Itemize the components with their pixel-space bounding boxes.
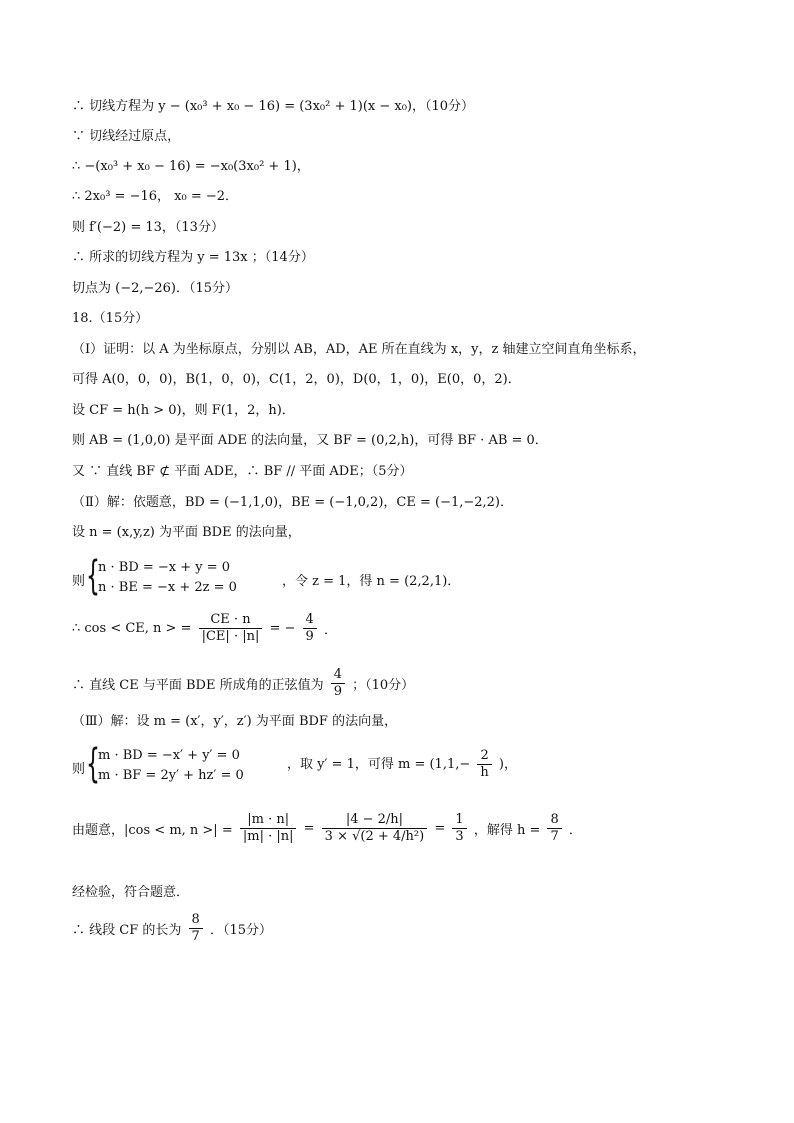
fraction-numerator: 8: [547, 812, 561, 829]
fraction-numerator: 2: [477, 748, 491, 765]
equation-system-m: [72, 741, 722, 788]
fraction-denominator: 9: [305, 629, 314, 644]
solve-x0-line: ∴ 2x₀³ = −16， x₀ = −2．: [72, 189, 239, 204]
equals-sign: =: [434, 821, 446, 836]
cos-ce-n-line: [72, 612, 337, 645]
system-brace: {: [86, 741, 100, 787]
system-n-result: ，令 z = 1，得 n = (2,2,1)．: [282, 574, 461, 589]
cos-ce-n-end: ．: [323, 623, 337, 638]
system-m-result: [287, 748, 517, 781]
cf-length-value: [189, 912, 203, 945]
system-m-prefix: 则: [72, 762, 86, 777]
system-n-prefix: 则: [72, 574, 86, 589]
sine-angle-value: [331, 667, 345, 700]
fraction-denominator: |m| · |n|: [242, 829, 294, 844]
cos-ce-n-value: [303, 612, 317, 645]
part1-coordinate-setup: （Ⅰ）证明：以 A 为坐标原点，分别以 AB，AD，AE 所在直线为 x，y，z 轴建立空间直角坐标系，: [72, 342, 646, 357]
normal-vector-line: 则 AB = (1,0,0) 是平面 ADE 的法向量，又 BF = (0,2,h)，可得 BF · AB = 0．: [72, 433, 548, 448]
solve-h-text: ，解得 h =: [473, 823, 541, 838]
cos-m-n-line: [72, 812, 582, 845]
cos-m-n-fraction: [240, 812, 297, 845]
fraction-numerator: |4 − 2/h|: [322, 812, 428, 829]
system-n-row-2: n · BE = −x + 2z = 0: [98, 580, 237, 595]
sine-angle-line: [72, 667, 414, 700]
sine-angle-score: ；（10分）: [352, 678, 415, 693]
tangent-point-line: 切点为 (−2,−26)．（15分）: [72, 281, 239, 296]
derivative-value-line: 则 f′(−2) = 13，（13分）: [72, 220, 224, 235]
system-m-result-text: ，取 y′ = 1，可得 m = (1,1,−: [287, 757, 471, 772]
tangent-equation-line: ∴ 切线方程为 y − (x₀³ + x₀ − 16) = (3x₀² + 1)(x − x₀)，（10分）: [72, 99, 475, 114]
cos-ce-n-prefix: ∴ cos < CE, n > =: [72, 621, 192, 636]
cos-ce-n-equals: = −: [269, 621, 296, 636]
part3-normal-m-setup: （Ⅲ）解：设 m = (x′，y′，z′) 为平面 BDF 的法向量，: [72, 714, 398, 729]
system-m-fraction: [477, 748, 491, 781]
system-m-rows: [98, 746, 244, 786]
verification-line: 经检验，符合题意．: [72, 885, 190, 900]
system-m-row-2: m · BF = 2y′ + hz′ = 0: [98, 768, 244, 783]
fraction-numerator: CE · n: [199, 612, 263, 629]
normal-n-setup-line: 设 n = (x,y,z) 为平面 BDE 的法向量，: [72, 525, 301, 540]
cos-m-n-prefix: 由题意，|cos < m, n >| =: [72, 823, 233, 838]
one-third-fraction: [452, 812, 466, 845]
problem-18-heading: 18.（15分）: [72, 311, 149, 326]
fraction-denominator: 7: [550, 829, 559, 844]
passes-origin-line: ∵ 切线经过原点，: [72, 129, 181, 144]
tangent-result-line: ∴ 所求的切线方程为 y = 13x ；（14分）: [72, 250, 314, 265]
cf-assumption-line: 设 CF = h(h > 0)，则 F(1，2，h)．: [72, 403, 295, 418]
fraction-denominator: 7: [191, 929, 200, 944]
point-coordinates-line: 可得 A(0，0，0)，B(1，0，0)，C(1，2，0)，D(0，1，0)，E(0，0，2)．: [72, 372, 521, 387]
system-m-result-end: )，: [498, 757, 517, 772]
equals-sign: =: [303, 821, 315, 836]
system-m-row-1: m · BD = −x′ + y′ = 0: [98, 748, 240, 763]
equation-system-n: [72, 553, 722, 600]
fraction-denominator: 9: [333, 684, 342, 699]
substitute-origin-line: ∴ −(x₀³ + x₀ − 16) = −x₀(3x₀² + 1)，: [72, 159, 310, 174]
cos-ce-n-fraction: [199, 612, 263, 645]
fraction-denominator: |CE| · |n|: [201, 629, 260, 644]
fraction-denominator: h: [480, 765, 489, 780]
cf-length-line: [72, 912, 272, 945]
fraction-numerator: 8: [189, 912, 203, 929]
fraction-numerator: 4: [331, 667, 345, 684]
fraction-numerator: 4: [303, 612, 317, 629]
substituted-fraction: [322, 812, 428, 845]
fraction-numerator: 1: [452, 812, 466, 829]
part2-vectors-line: （Ⅱ）解：依题意，BD = (−1,1,0)，BE = (−1,0,2)，CE = (−1,−2,2)．: [72, 495, 513, 510]
sine-angle-prefix: ∴ 直线 CE 与平面 BDE 所成角的正弦值为: [72, 678, 324, 693]
parallel-conclusion-line: 又 ∵ 直线 BF ⊄ 平面 ADE，∴ BF // 平面 ADE；（5分）: [72, 464, 413, 479]
system-brace: {: [86, 553, 100, 599]
cos-m-n-end: ．: [568, 823, 582, 838]
cf-length-prefix: ∴ 线段 CF 的长为: [72, 923, 182, 938]
h-value-fraction: [547, 812, 561, 845]
system-n-row-1: n · BD = −x + y = 0: [98, 560, 231, 575]
fraction-denominator: 3 × √(2 + 4/h²): [324, 829, 425, 844]
system-n-rows: [98, 558, 237, 598]
cf-length-score: ．（15分）: [209, 923, 272, 938]
fraction-denominator: 3: [455, 829, 464, 844]
fraction-numerator: |m · n|: [240, 812, 297, 829]
